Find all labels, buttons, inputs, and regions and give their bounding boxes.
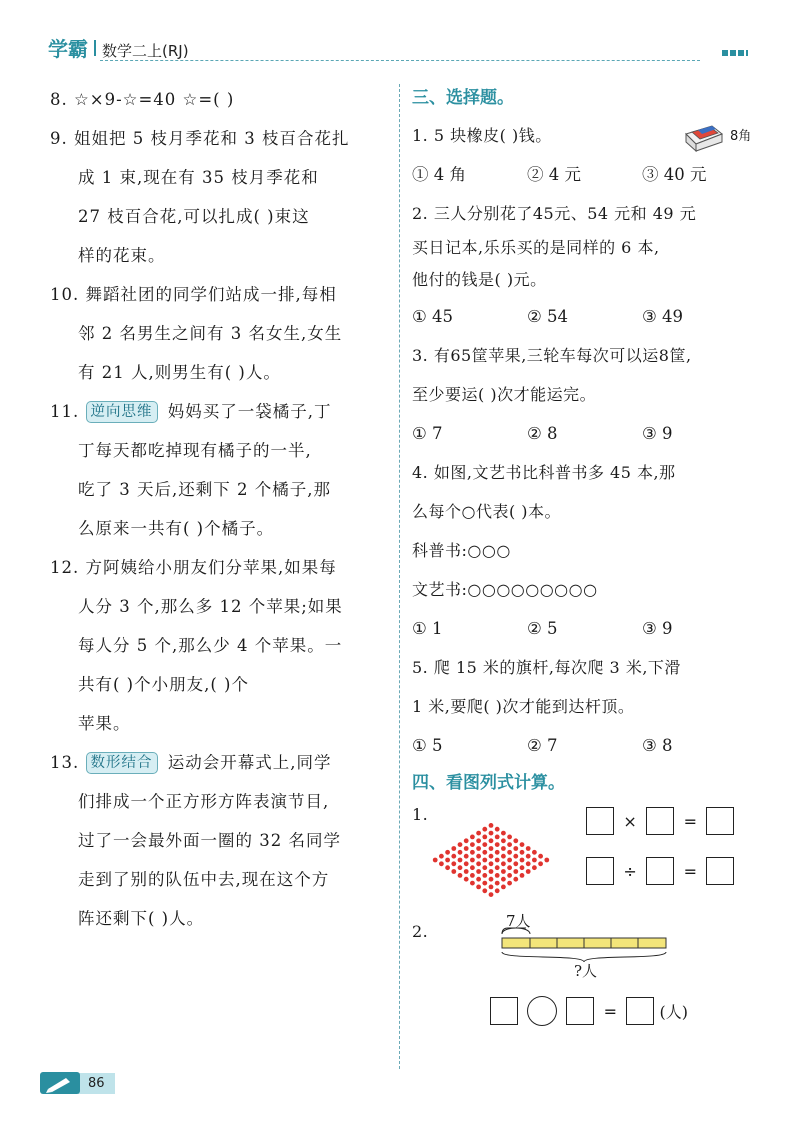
question-number: 11. — [50, 402, 80, 421]
options: ① 5 ② 7 ③ 8 — [412, 736, 673, 755]
red-dot — [482, 842, 487, 847]
red-dot — [501, 869, 506, 874]
red-dot — [476, 877, 481, 882]
red-dot — [458, 865, 463, 870]
red-dot — [495, 881, 500, 886]
red-dot — [532, 858, 537, 863]
red-dot — [470, 881, 475, 886]
red-dot — [489, 854, 494, 859]
red-dot — [482, 873, 487, 878]
answer-box[interactable] — [706, 857, 734, 885]
top-label: 7人 — [506, 912, 531, 930]
answer-box[interactable] — [490, 997, 518, 1025]
right-column — [412, 80, 757, 1046]
red-dot — [476, 854, 481, 859]
header-marker-icon — [722, 50, 748, 56]
brand-logo — [48, 33, 189, 62]
red-dot — [507, 881, 512, 886]
red-dot — [476, 838, 481, 843]
red-dot — [489, 877, 494, 882]
red-dot — [495, 888, 500, 893]
red-dot — [482, 865, 487, 870]
bottom-label: ?人 — [574, 962, 598, 980]
question-12: 12. 方阿姨给小朋友们分苹果,如果每 人分 3 个,那么多 12 个苹果;如果 每人分 5 个,那么少 4 个苹果。一 共有( )个小朋友,( )个 苹果。 — [50, 558, 343, 733]
operator-circle[interactable] — [527, 996, 557, 1026]
red-dot — [495, 827, 500, 832]
red-dot — [458, 858, 463, 863]
red-dot — [489, 885, 494, 890]
calc-question-1 — [412, 801, 757, 916]
red-dot — [507, 865, 512, 870]
red-dot — [544, 858, 549, 863]
red-dot — [458, 842, 463, 847]
unit-label: (人) — [659, 1002, 688, 1022]
eraser-icon — [682, 120, 730, 152]
red-dot — [451, 861, 456, 866]
red-dot — [501, 831, 506, 836]
red-dot — [507, 850, 512, 855]
answer-box[interactable] — [646, 857, 674, 885]
answer-box[interactable] — [566, 997, 594, 1025]
red-dot — [464, 877, 469, 882]
red-dot — [482, 850, 487, 855]
red-dot — [470, 858, 475, 863]
wenyi-books-row: 文艺书:○○○○○○○○○ — [412, 580, 598, 599]
red-dot — [482, 888, 487, 893]
red-dot — [470, 850, 475, 855]
reverse-thinking-tag: 逆向思维 — [86, 401, 158, 423]
red-dot — [489, 838, 494, 843]
red-dot — [482, 835, 487, 840]
multiplication-equation — [586, 807, 734, 835]
red-dot — [470, 865, 475, 870]
red-dot — [526, 854, 531, 859]
page-footer — [40, 1072, 115, 1094]
red-dot — [476, 869, 481, 874]
red-dot — [451, 846, 456, 851]
red-dot — [495, 850, 500, 855]
red-dot — [501, 877, 506, 882]
question-10: 10. 舞蹈社团的同学们站成一排,每相 邻 2 名男生之间有 3 名女生,女生 有 21 人,则男生有( )人。 — [50, 285, 343, 382]
answer-box[interactable] — [586, 807, 614, 835]
red-dot — [526, 861, 531, 866]
dot-diamond-figure — [432, 811, 550, 909]
red-dot — [458, 850, 463, 855]
answer-equation — [490, 996, 688, 1026]
red-dot — [520, 873, 525, 878]
left-column — [50, 80, 395, 938]
question-9: 9. 姐姐把 5 枝月季花和 3 枝百合花扎 成 1 束,现在有 35 枝月季花和 27 枝百合花,可以扎成( )束这 样的花束。 — [50, 129, 350, 265]
red-dot — [532, 865, 537, 870]
choice-question-1: 1. 5 块橡皮( )钱。 ① 4 角 ② 4 元 ③ 40 元 8角 — [412, 116, 757, 194]
options: ① 45 ② 54 ③ 49 — [412, 307, 684, 326]
red-dot — [513, 838, 518, 843]
red-dot — [538, 861, 543, 866]
question-number: 2. — [412, 922, 429, 941]
red-dot — [464, 869, 469, 874]
red-dot — [513, 846, 518, 851]
red-dot — [501, 838, 506, 843]
red-dot — [439, 861, 444, 866]
red-dot — [482, 858, 487, 863]
eraser-price: 8角 — [730, 129, 752, 144]
red-dot — [489, 869, 494, 874]
red-dot — [445, 865, 450, 870]
kepu-books-row: 科普书:○○○ — [412, 541, 511, 560]
red-dot — [476, 831, 481, 836]
divide-sign: ÷ — [623, 861, 637, 881]
question-8: 8. ☆×9-☆=40 ☆=( ) — [50, 90, 235, 109]
answer-box[interactable] — [626, 997, 654, 1025]
red-dot — [507, 835, 512, 840]
calc-question-2 — [412, 912, 757, 1046]
red-dot — [451, 854, 456, 859]
red-dot — [476, 846, 481, 851]
red-dot — [445, 850, 450, 855]
division-equation — [586, 857, 734, 885]
equals-sign: = — [683, 861, 697, 881]
red-dot — [501, 861, 506, 866]
red-dot — [538, 854, 543, 859]
question-11: 11. 逆向思维 妈妈买了一袋橘子,丁 丁每天都吃掉现有橘子的一半, 吃了 3 天后,还剩下 2 个橘子,那 么原来一共有( )个橘子。 — [50, 402, 332, 538]
shape-number-tag: 数形结合 — [86, 752, 158, 774]
red-dot — [451, 869, 456, 874]
choice-question-2: 2. 三人分别花了45元、54 元和 49 元 买日记本,乐乐买的是同样的 6 本, 他付的钱是( )元。 ① 45 ② 54 ③ 49 — [412, 194, 757, 336]
red-dot — [495, 835, 500, 840]
header-rule — [100, 60, 700, 61]
red-dot — [513, 877, 518, 882]
red-dot — [520, 850, 525, 855]
red-dot — [507, 858, 512, 863]
red-dot — [520, 865, 525, 870]
red-dot — [495, 858, 500, 863]
red-dot — [489, 846, 494, 851]
red-dot — [470, 835, 475, 840]
choice-question-3: 3. 有65筐苹果,三轮车每次可以运8筐, 至少要运( )次才能运完。 ① 7 ② 8 ③ 9 — [412, 336, 757, 453]
section-3-title: 三、选择题。 — [412, 88, 514, 108]
options: ① 7 ② 8 ③ 9 — [412, 424, 673, 443]
answer-box[interactable] — [586, 857, 614, 885]
red-dot — [476, 885, 481, 890]
red-dot — [445, 858, 450, 863]
red-dot — [507, 873, 512, 878]
red-dot — [507, 842, 512, 847]
red-dot — [513, 861, 518, 866]
red-dot — [433, 858, 438, 863]
red-dot — [526, 846, 531, 851]
page-header — [0, 0, 800, 70]
red-dot — [464, 854, 469, 859]
red-dot — [458, 873, 463, 878]
red-dot — [439, 854, 444, 859]
times-sign: × — [623, 811, 637, 831]
question-number: 1. — [412, 805, 429, 824]
red-dot — [464, 838, 469, 843]
red-dot — [489, 831, 494, 836]
pencil-icon — [40, 1072, 80, 1094]
red-dot — [520, 842, 525, 847]
red-dot — [495, 842, 500, 847]
red-dot — [532, 850, 537, 855]
red-dot — [470, 873, 475, 878]
red-dot — [489, 861, 494, 866]
red-dot — [495, 873, 500, 878]
red-dot — [513, 869, 518, 874]
answer-box[interactable] — [646, 807, 674, 835]
red-dot — [501, 846, 506, 851]
column-divider — [399, 84, 400, 1069]
options: ① 4 角 ② 4 元 ③ 40 元 — [412, 165, 707, 184]
choice-question-5: 5. 爬 15 米的旗杆,每次爬 3 米,下滑 1 米,要爬( )次才能到达杆顶。 ① 5 ② 7 ③ 8 — [412, 648, 757, 765]
red-dot — [489, 823, 494, 828]
brand-separator — [94, 40, 96, 56]
red-dot — [501, 885, 506, 890]
red-dot — [476, 861, 481, 866]
question-13: 13. 数形结合 运动会开幕式上,同学 们排成一个正方形方阵表演节目, 过了一会最外面一圈的 32 名同学 走到了别的队伍中去,现在这个方 阵还剩下( )人。 — [50, 753, 341, 928]
answer-box[interactable] — [706, 807, 734, 835]
brand-name: 学霸 — [48, 37, 88, 61]
red-dot — [464, 861, 469, 866]
section-4-title: 四、看图列式计算。 — [412, 773, 565, 793]
red-dot — [489, 892, 494, 897]
question-number: 13. — [50, 753, 80, 772]
red-dot — [470, 842, 475, 847]
red-dot — [464, 846, 469, 851]
red-dot — [482, 881, 487, 886]
equals-sign: = — [683, 811, 697, 831]
options: ① 1 ② 5 ③ 9 — [412, 619, 673, 638]
red-dot — [526, 869, 531, 874]
red-dot — [495, 865, 500, 870]
red-dot — [501, 854, 506, 859]
equals-sign: = — [603, 1001, 617, 1021]
red-dot — [520, 858, 525, 863]
book-subtitle: 数学二上(RJ) — [102, 42, 189, 60]
page-number: 86 — [78, 1073, 115, 1094]
choice-question-4: 4. 如图,文艺书比科普书多 45 本,那 么每个○代表( )本。 科普书:○○○ 文艺书:○○○○○○○○○ ① 1 ② 5 ③ 9 — [412, 453, 757, 648]
red-dot — [482, 827, 487, 832]
red-dot — [513, 854, 518, 859]
